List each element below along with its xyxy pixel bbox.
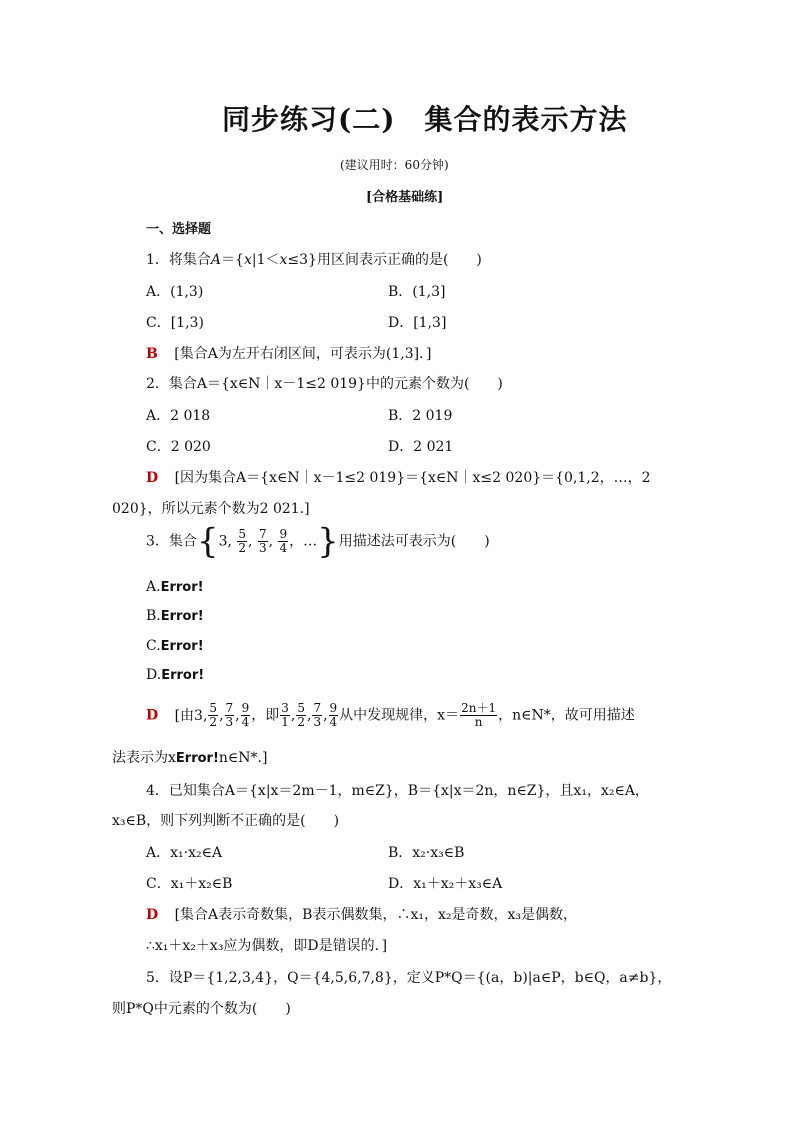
- q3-fraction: [329, 702, 339, 729]
- q3-fraction: [208, 702, 218, 729]
- numerator: 7: [313, 701, 322, 715]
- q2-option-d: D．2 021: [388, 439, 454, 455]
- q2-explanation-cont: 020}，所以元素个数为2 021.]: [112, 501, 310, 517]
- q1-answer-letter: B: [146, 346, 158, 362]
- q3-stem-text: 用描述法可表示为( ): [338, 533, 490, 550]
- numerator: 9: [241, 701, 250, 715]
- q1-var: A: [210, 252, 222, 268]
- q2-answer: [146, 467, 651, 487]
- q5-stem-cont: 则P*Q中元素的个数为( ): [112, 1001, 291, 1017]
- error-text: Error!: [160, 580, 204, 595]
- error-text: Error!: [160, 609, 204, 624]
- q3-explanation: 法表示为x: [112, 750, 176, 766]
- q3-fraction: [296, 702, 306, 729]
- q4-answer-letter: D: [146, 907, 159, 923]
- time-note: (建议用时：60分钟): [340, 158, 449, 172]
- q2-answer-letter: D: [146, 470, 159, 486]
- option-letter: D.: [146, 667, 162, 683]
- q2-explanation: [因为集合A＝{x∈N｜x－1≤2 019}＝{x∈N｜x≤2 020}＝{0,1,2，…，2: [174, 470, 651, 486]
- q2-stem: 2．集合A＝{x∈N｜x－1≤2 019}中的元素个数为( ): [146, 376, 503, 392]
- numerator: 9: [329, 701, 338, 715]
- q3-ellipsis: ，…: [289, 533, 318, 550]
- q1-option-d: D．[1,3]: [388, 315, 447, 331]
- error-text: Error!: [160, 639, 204, 654]
- q4-answer: [146, 904, 577, 924]
- q2-option-c: C．2 020: [146, 439, 211, 455]
- denominator: n: [474, 715, 483, 729]
- q4-explanation: [集合A表示奇数集，B表示偶数集，∴x₁，x₂是奇数，x₃是偶数，: [174, 907, 577, 923]
- denominator: 2: [297, 715, 305, 729]
- denominator: 2: [209, 715, 218, 729]
- denominator: 1: [281, 715, 289, 729]
- section-heading: 一、选择题: [146, 222, 212, 237]
- q1-stem-text: ＝{: [221, 252, 244, 268]
- q3-fraction: [237, 528, 247, 555]
- numerator: 5: [209, 701, 218, 715]
- q1-option-a: A．(1,3): [146, 284, 204, 300]
- q4-explanation-cont: ∴x₁＋x₂＋x₃应为偶数，即D是错误的．]: [146, 938, 388, 954]
- q3-option-b: [146, 608, 204, 624]
- q3-rule-fraction: [460, 702, 497, 729]
- q3-stem-text: 3．集合: [146, 533, 197, 550]
- left-brace-icon: {: [196, 521, 219, 562]
- q3-option-a: [146, 579, 204, 595]
- q3-fraction: [312, 702, 322, 729]
- numerator: 5: [297, 701, 305, 715]
- numerator: 3: [281, 701, 289, 715]
- q4-option-b: B．x₂·x₃∈B: [388, 845, 465, 861]
- level-label: [合格基础练]: [366, 190, 444, 205]
- denominator: 2: [238, 541, 247, 555]
- q3-explanation: 从中发现规律，x＝: [339, 707, 460, 724]
- q1-answer: [146, 343, 432, 363]
- option-letter: B.: [146, 608, 161, 624]
- q5-stem: 5．设P＝{1,2,3,4}，Q＝{4,5,6,7,8}，定义P*Q＝{(a，b)|a∈P，b∈Q，a≠b}，: [146, 970, 672, 986]
- q1-stem: [146, 249, 482, 269]
- denominator: 3: [225, 715, 234, 729]
- q3-explanation: ，即: [251, 707, 280, 724]
- q3-answer-letter: D: [146, 707, 159, 724]
- q1-stem-text: ≤3}用区间表示正确的是( ): [287, 252, 482, 268]
- q3-option-c: [146, 638, 204, 654]
- numerator: 2n＋1: [461, 701, 497, 715]
- denominator: 3: [313, 715, 322, 729]
- q1-explanation: [集合A为左开右闭区间，可表示为(1,3]．]: [174, 346, 432, 362]
- right-brace-icon: }: [317, 521, 339, 562]
- q3-explanation: n∈N*.]: [218, 750, 268, 766]
- q3-option-d: [146, 667, 204, 683]
- denominator: 4: [279, 541, 288, 555]
- error-text: Error!: [175, 751, 219, 766]
- q3-first-element: 3: [218, 533, 228, 550]
- q1-stem-text: |1＜: [251, 252, 280, 268]
- q4-stem: 4．已知集合A＝{x|x＝2m－1，m∈Z}，B＝{x|x＝2n，n∈Z}，且x₁，x₂∈A，: [146, 783, 649, 799]
- denominator: 4: [241, 715, 250, 729]
- q3-explanation: ，n∈N*，故可用描述: [498, 707, 635, 724]
- q1-option-b: B．(1,3]: [388, 284, 446, 300]
- q3-fraction: [280, 702, 290, 729]
- numerator: 5: [238, 527, 247, 541]
- q2-option-b: B．2 019: [388, 408, 453, 424]
- q2-option-a: A．2 018: [146, 408, 211, 424]
- q4-option-d: D．x₁＋x₂＋x₃∈A: [388, 876, 503, 892]
- q3-fraction: [225, 702, 235, 729]
- q3-explanation-cont: [112, 747, 267, 767]
- q1-option-c: C．[1,3): [146, 315, 204, 331]
- page-title: 同步练习(二) 集合的表示方法: [222, 103, 628, 136]
- option-letter: A.: [146, 579, 161, 595]
- q4-stem-cont: x₃∈B，则下列判断不正确的是( ): [112, 813, 340, 829]
- denominator: 4: [329, 715, 338, 729]
- q1-stem-text: 1．将集合: [146, 252, 211, 268]
- denominator: 3: [258, 541, 267, 555]
- error-text: Error!: [161, 668, 205, 683]
- q3-explanation: [由3,: [174, 707, 208, 724]
- q3-fraction: [241, 702, 251, 729]
- q1-var: x: [279, 252, 288, 268]
- option-letter: C.: [146, 638, 161, 654]
- q3-stem: 3．集合{3, $\frac{5}{2}$ , $\frac{7}{3}$ , $\frac{9}{4}$ ，…}用描述法可表示为( ): [146, 521, 490, 562]
- q3-fraction: [258, 528, 268, 555]
- q3-answer: D [由3, $\frac{5}{2}$ , $\frac{7}{3}$ , $\frac{9}{4}$ ，即 $\frac{3}{1}$ , $\frac{5}{2}$ , $\frac{7}{3}$ , $\frac{9}{4}$ 从中发现规律，x＝ $\frac{2n+1}{n}$ ，n∈N*，故可用描述: [146, 701, 635, 729]
- q4-option-a: A．x₁·x₂∈A: [146, 845, 223, 861]
- numerator: 9: [279, 527, 288, 541]
- q1-var: x: [243, 252, 252, 268]
- q4-option-c: C．x₁＋x₂∈B: [146, 876, 233, 892]
- q3-fraction: [278, 528, 288, 555]
- numerator: 7: [258, 527, 267, 541]
- numerator: 7: [225, 701, 234, 715]
